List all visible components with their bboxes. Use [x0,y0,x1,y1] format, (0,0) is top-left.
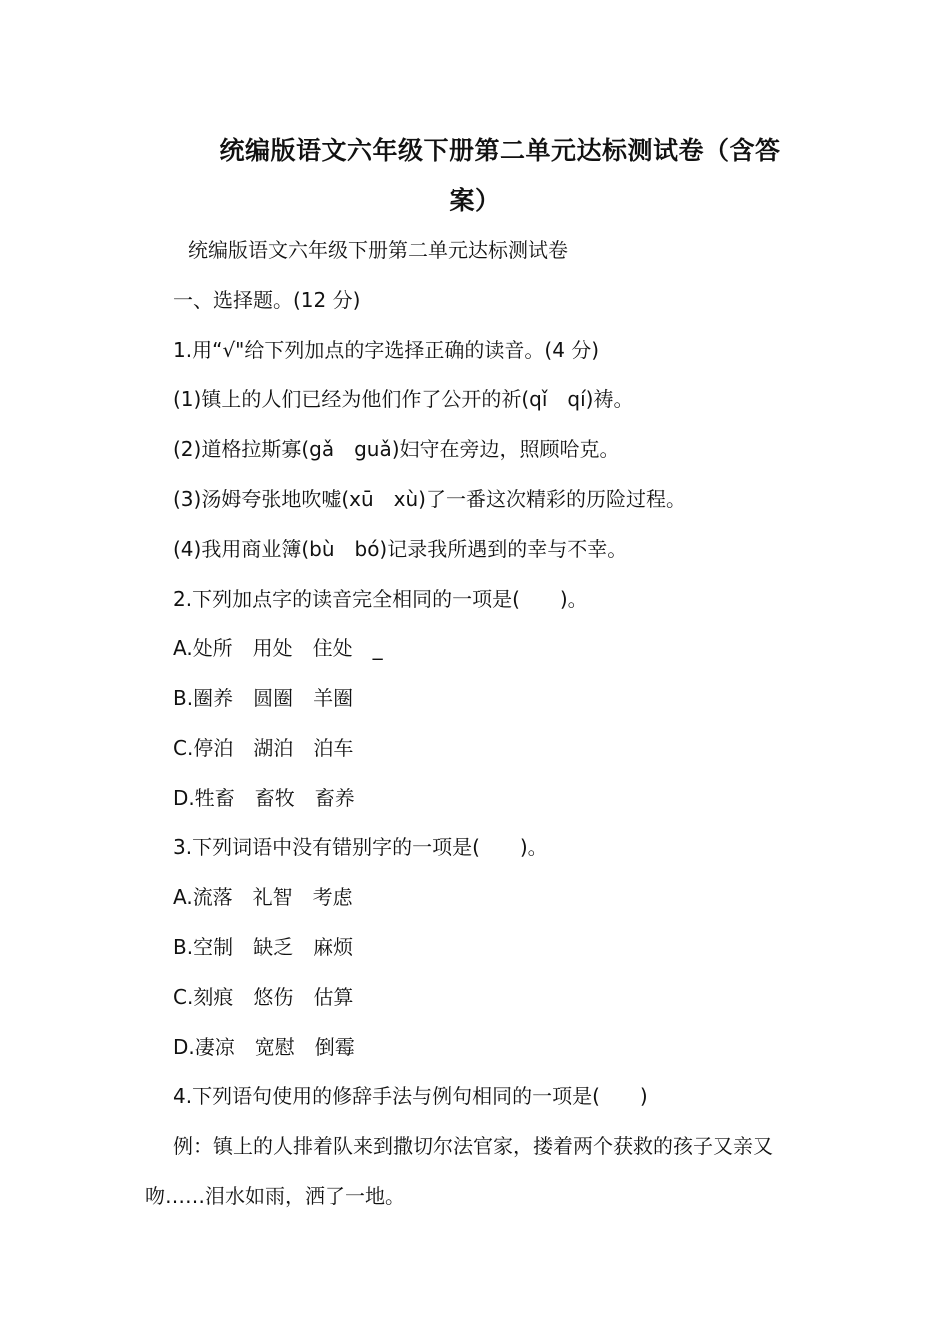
question-2-option-d: D.牲畜 畜牧 畜养 [173,786,355,810]
question-3-option-a: A.流落 礼智 考虑 [173,885,353,909]
document-title-line-1: 统编版语文六年级下册第二单元达标测试卷（含答 [219,136,781,165]
question-3-option-c: C.刻痕 悠伤 估算 [173,985,354,1009]
question-1-stem: 1.用“√"给下列加点的字选择正确的读音。(4 分) [173,338,600,362]
section-heading-choice: 一、选择题。(12 分) [173,288,361,312]
question-1-item-1: (1)镇上的人们已经为他们作了公开的祈(qǐ qí)祷。 [173,387,634,411]
document-title-line-2: 案） [449,186,501,215]
question-3-option-d: D.凄凉 宽慰 倒霉 [173,1035,355,1059]
question-2-option-c: C.停泊 湖泊 泊车 [173,736,354,760]
question-3-option-b: B.空制 缺乏 麻烦 [173,935,354,959]
question-4-stem: 4.下列语句使用的修辞手法与例句相同的一项是( ) [173,1084,648,1108]
question-1-item-4: (4)我用商业簿(bù bó)记录我所遇到的幸与不幸。 [173,537,628,561]
question-2-option-a: A.处所 用处 住处 _ [173,636,383,660]
question-1-item-2: (2)道格拉斯寡(gǎ guǎ)妇守在旁边，照顾哈克。 [173,437,620,461]
question-4-example: 例：镇上的人排着队来到撒切尔法官家，搂着两个获救的孩子又亲又吻……泪水如雨，洒了一地。 [145,1134,773,1208]
question-2-stem: 2.下列加点字的读音完全相同的一项是( )。 [173,587,588,611]
question-2-option-b: B.圈养 圆圈 羊圈 [173,686,354,710]
question-3-stem: 3.下列词语中没有错别字的一项是( )。 [173,835,548,859]
question-1-item-3: (3)汤姆夸张地吹嘘(xū xù)了一番这次精彩的历险过程。 [173,487,686,511]
document-subtitle: 统编版语文六年级下册第二单元达标测试卷 [188,238,568,262]
